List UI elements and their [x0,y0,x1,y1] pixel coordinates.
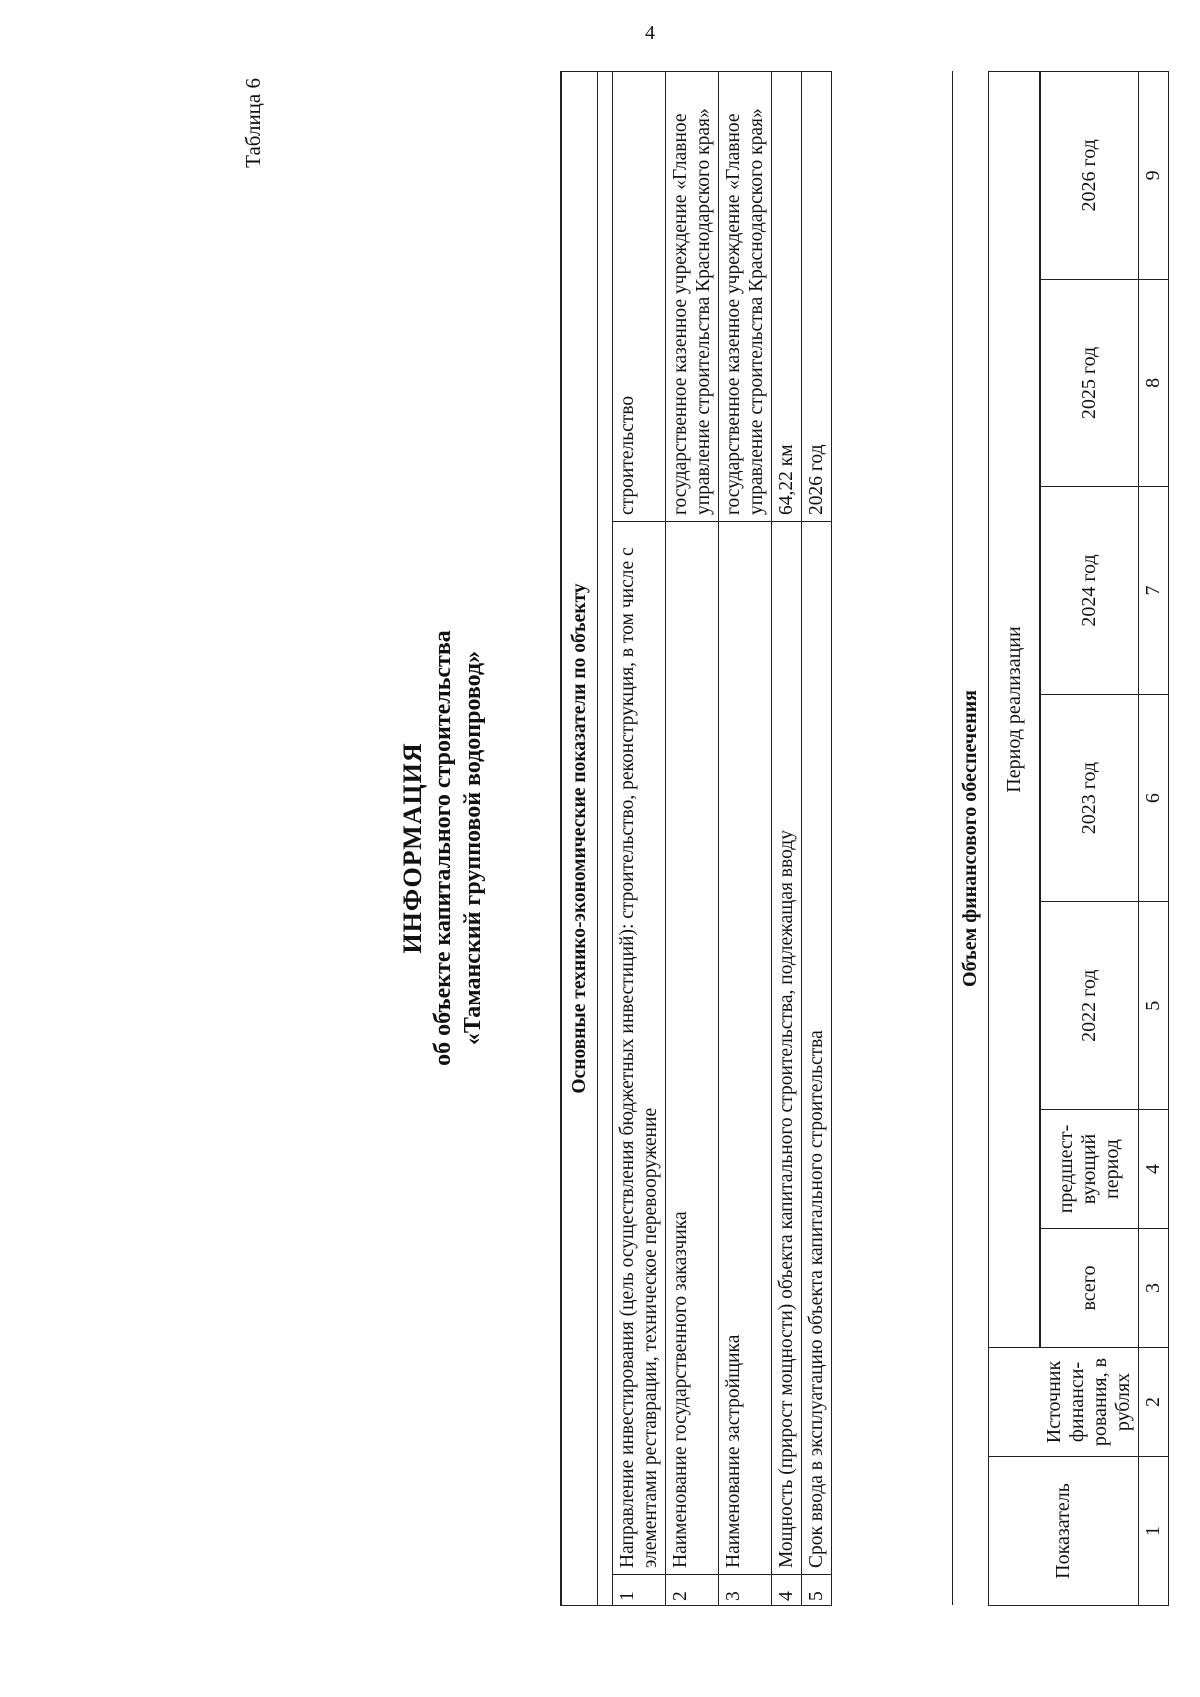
page-number: 4 [645,22,655,44]
header-indicator: Показатель [989,1457,1139,1606]
header-year-2024: 2024 год [1041,487,1138,695]
row-number: 1 [613,1575,666,1606]
header-previous-period: предшест-вующий период [1041,1110,1138,1229]
row-value: 64,22 км [772,72,802,522]
indicators-table [560,71,832,1606]
row-label: Наименование государственного заказчика [666,522,719,1575]
row-number: 2 [666,1575,719,1606]
table-row [802,72,832,1606]
header-year-2025: 2025 год [1041,279,1138,487]
col-number: 3 [1138,1229,1168,1348]
row-label: Наименование застройщика [719,522,772,1575]
row-value: государственное казенное учреждение «Главное управление строительства Краснодарского края» [719,72,772,522]
heading-title: ИНФОРМАЦИЯ [398,742,427,954]
table-row [772,72,802,1606]
document-heading [398,18,488,1678]
table-row [666,72,719,1606]
col-number: 7 [1138,487,1168,695]
row-value: строительство [613,72,666,522]
row-label: Направление инвестирования (цель осуществления бюджетных инвестиций): строительство, реконструкция, в том числе с элементами реставрации, техническое перевооружение [613,522,666,1575]
header-period: Период реализации [989,72,1040,1348]
table-row [613,72,666,1606]
row-value: 2026 год [802,72,832,522]
header-source: Источник финанси-рования, в рублях [1040,1348,1139,1457]
col-number: 5 [1138,902,1168,1110]
header-year-2022: 2022 год [1041,902,1138,1110]
heading-object-name: «Таманский групповой водопровод» [460,650,486,1046]
row-value: государственное казенное учреждение «Главное управление строительства Краснодарского края» [666,72,719,522]
col-number: 2 [1138,1348,1168,1457]
col-number: 9 [1138,72,1168,280]
col-number: 1 [1138,1457,1168,1606]
table-row [719,72,772,1606]
row-number: 4 [772,1575,802,1606]
col-number: 6 [1138,694,1168,902]
row-number: 5 [802,1575,832,1606]
col-number: 4 [1138,1110,1168,1229]
table-label: Таблица 6 [241,78,265,168]
row-number: 3 [719,1575,772,1606]
header-year-2023: 2023 год [1041,694,1138,902]
col-number: 8 [1138,279,1168,487]
financing-table [952,71,1169,1606]
header-total: всего [1041,1229,1138,1348]
column-numbers-row [1138,72,1168,1606]
rotated-document [46,18,1164,1678]
heading-subtitle: об объекте капитального строительства [430,630,456,1066]
financing-title: Объем финансового обеспечения [953,72,989,1606]
row-label: Срок ввода в эксплуатацию объекта капитального строительства [802,522,832,1575]
header-year-2026: 2026 год [1041,72,1138,280]
indicators-title: Основные технико-экономические показатели по объекту [561,72,598,1606]
row-label: Мощность (прирост мощности) объекта капитального строительства, подлежащая вводу [772,522,802,1575]
